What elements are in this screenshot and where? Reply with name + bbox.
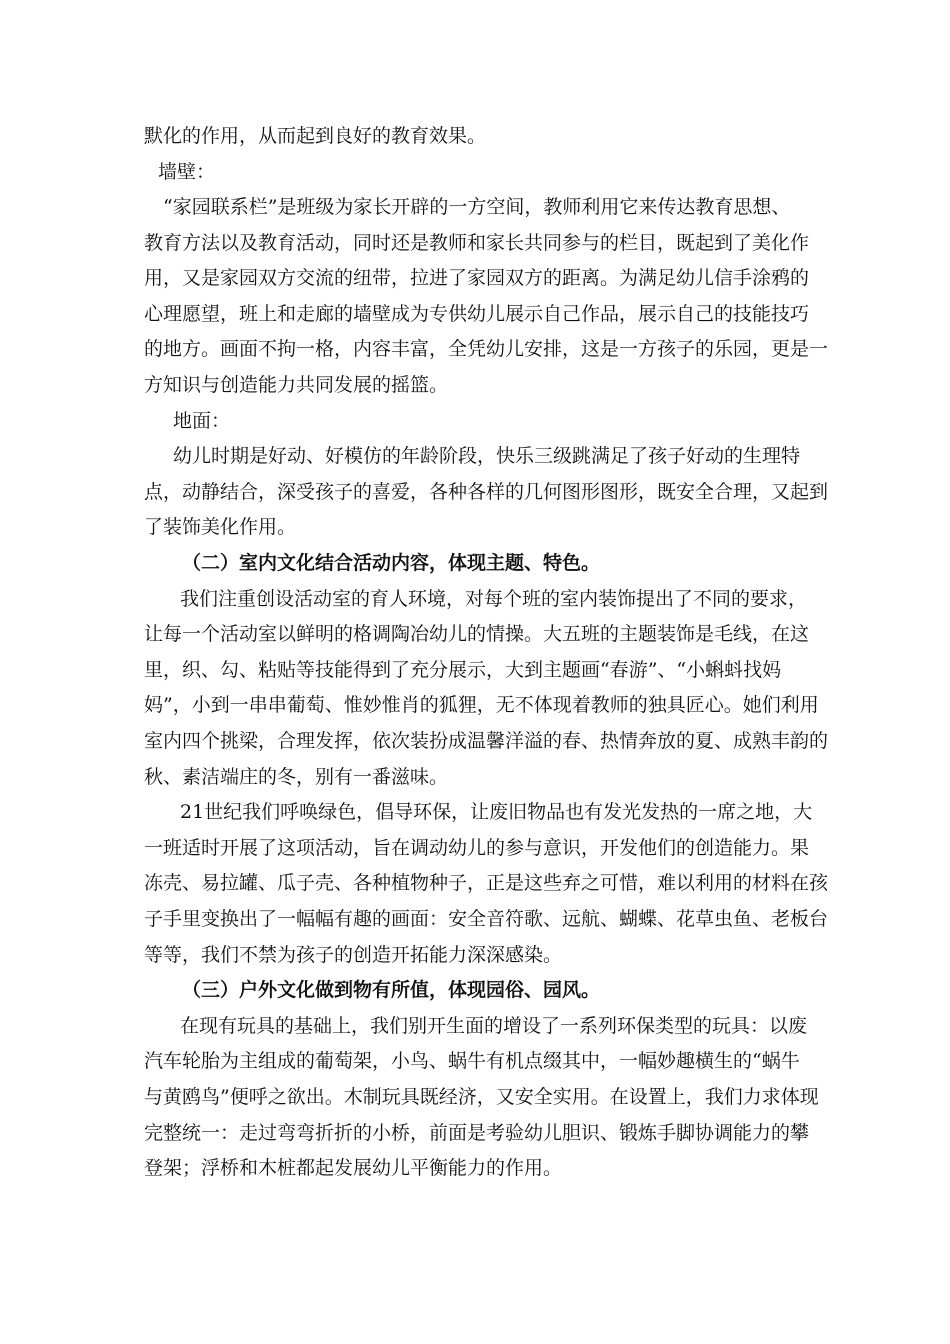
paragraph-line: 在现有玩具的基础上，我们别开生面的增设了一系列环保类型的玩具：以废 (180, 1015, 808, 1037)
paragraph-line: 方知识与创造能力共同发展的摇篮。 (144, 374, 449, 396)
paragraph-line: 用，又是家园双方交流的纽带，拉进了家园双方的距离。为满足幼儿信手涂鸦的 (144, 267, 810, 289)
paragraph-line: 妈”，小到一串串葡萄、惟妙惟肖的狐狸，无不体现着教师的独具匠心。她们利用 (144, 694, 819, 716)
section-heading-outdoor: （三）户外文化做到物有所值，体现园俗、园风。 (182, 979, 601, 1001)
paragraph-line: 冻壳、易拉罐、瓜子壳、各种植物种子，正是这些弃之可惜，难以利用的材料在孩 (144, 872, 829, 894)
paragraph-line: 完整统一：走过弯弯折折的小桥，前面是考验幼儿胆识、锻炼手脚协调能力的攀 (144, 1122, 810, 1144)
paragraph-line: 与黄鸥鸟”便呼之欲出。木制玩具既经济，又安全实用。在设置上，我们力求体现 (144, 1086, 819, 1108)
paragraph-line: 教育方法以及教育活动，同时还是教师和家长共同参与的栏目，既起到了美化作 (144, 232, 810, 254)
paragraph-line: 的地方。画面不拘一格，内容丰富，全凭幼儿安排，这是一方孩子的乐园，更是一 (144, 338, 829, 360)
paragraph-line: 室内四个挑梁，合理发挥，依次装扮成温馨洋溢的春、热情奔放的夏、成熟丰韵的 (144, 730, 829, 752)
paragraph-line: 让每一个活动室以鲜明的格调陶冶幼儿的情操。大五班的主题装饰是毛线，在这 (144, 623, 810, 645)
paragraph-line: 秋、素洁端庄的冬，别有一番滋味。 (144, 766, 449, 788)
paragraph-line: 了装饰美化作用。 (144, 516, 297, 538)
paragraph-line: 幼儿时期是好动、好模仿的年龄阶段，快乐三级跳满足了孩子好动的生理特 (173, 445, 801, 467)
paragraph-line: 心理愿望，班上和走廊的墙壁成为专供幼儿展示自己作品，展示自己的技能技巧 (144, 303, 810, 325)
paragraph-line: 登架；浮桥和木桩都起发展幼儿平衡能力的作用。 (144, 1157, 563, 1179)
paragraph-line: 汽车轮胎为主组成的葡萄架，小鸟、蜗牛有机点缀其中，一幅妙趣横生的“蜗牛 (144, 1050, 800, 1072)
paragraph-line: 子手里变换出了一幅幅有趣的画面：安全音符歌、远航、蝴蝶、花草虫鱼、老板台 (144, 908, 829, 930)
paragraph-line: 等等，我们不禁为孩子的创造开拓能力深深感染。 (144, 944, 563, 966)
section-label-wall: 墙壁： (158, 161, 216, 183)
section-heading-indoor: （二）室内文化结合活动内容，体现主题、特色。 (182, 552, 601, 574)
paragraph-line: “家园联系栏”是班级为家长开辟的一方空间，教师利用它来传达教育思想、 (163, 196, 791, 218)
paragraph-line: 里，织、勾、粘贴等技能得到了充分展示，大到主题画“春游”、“小蝌蚪找妈 (144, 659, 782, 681)
paragraph-line: 一班适时开展了这项活动，旨在调动幼儿的参与意识，开发他们的创造能力。果 (144, 837, 810, 859)
section-label-floor: 地面： (173, 410, 231, 432)
paragraph-line: 21世纪我们呼唤绿色，倡导环保，让废旧物品也有发光发热的一席之地，大 (180, 801, 813, 823)
paragraph-line: 默化的作用，从而起到良好的教育效果。 (144, 125, 487, 147)
paragraph-line: 我们注重创设活动室的育人环境，对每个班的室内装饰提出了不同的要求， (180, 588, 808, 610)
paragraph-line: 点，动静结合，深受孩子的喜爱，各种各样的几何图形图形，既安全合理，又起到 (144, 481, 829, 503)
